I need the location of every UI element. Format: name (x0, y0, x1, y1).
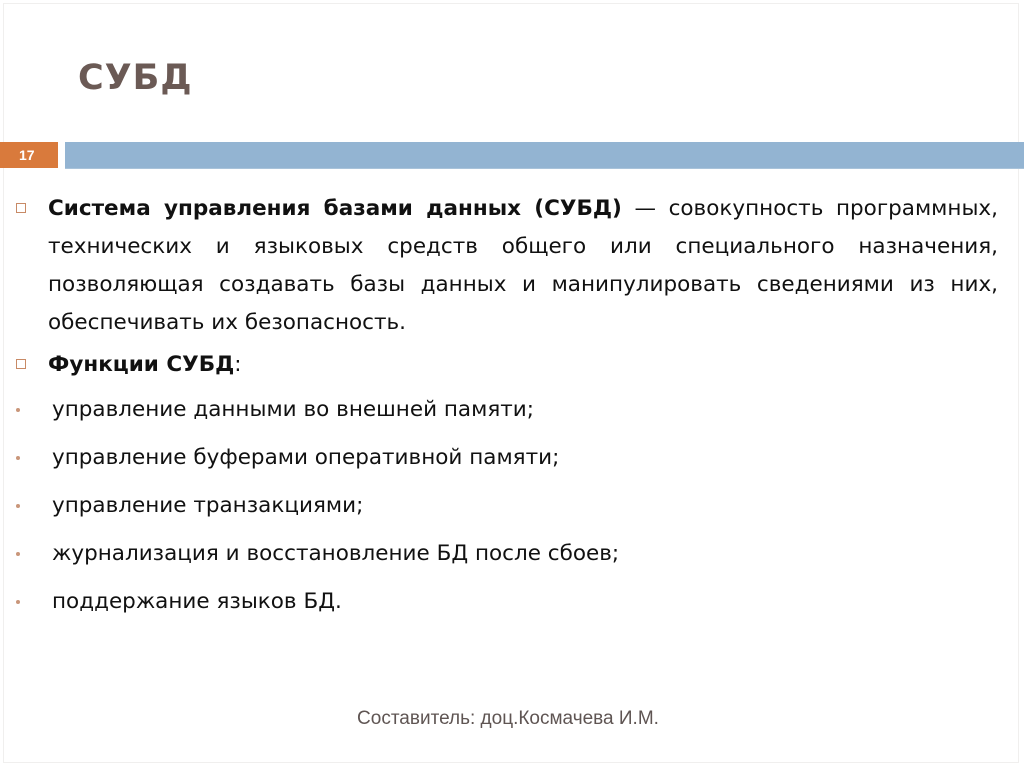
definition-term: Система управления базами данных (СУБД) (48, 196, 622, 221)
dot-bullet-icon (16, 456, 20, 460)
functions-heading: Функции СУБД (48, 352, 235, 377)
slide-number-badge: 17 (0, 142, 58, 168)
dot-bullet-icon (16, 552, 20, 556)
function-list-item (14, 386, 998, 434)
functions-heading-colon: : (234, 352, 242, 377)
dot-bullet-icon (16, 408, 20, 412)
function-text: управление буферами оперативной памяти; (52, 445, 560, 470)
definition-text: — совокупность программных, технических и языковых средств общего или специального назначения, позволяющая создавать базы данных и манипулировать сведениями из них, обеспечивать их безопасность. (48, 196, 998, 335)
function-list-item (14, 434, 998, 482)
slide-content (14, 190, 998, 626)
function-list-item (14, 578, 998, 626)
function-text: поддержание языков БД. (52, 589, 342, 614)
definition-item (14, 190, 998, 342)
function-list-item (14, 530, 998, 578)
function-text: управление транзакциями; (52, 493, 364, 518)
dot-bullet-icon (16, 600, 20, 604)
square-bullet-icon (16, 203, 26, 213)
header-bar (65, 142, 1024, 169)
functions-heading-item (14, 346, 998, 384)
footer-author: Составитель: доц.Космачева И.М. (357, 708, 659, 729)
function-list-item (14, 482, 998, 530)
function-text: управление данными во внешней памяти; (52, 397, 534, 422)
function-text: журнализация и восстановление БД после сбоев; (52, 541, 620, 566)
slide-title: СУБД (78, 58, 193, 98)
dot-bullet-icon (16, 504, 20, 508)
square-bullet-icon (16, 359, 26, 369)
